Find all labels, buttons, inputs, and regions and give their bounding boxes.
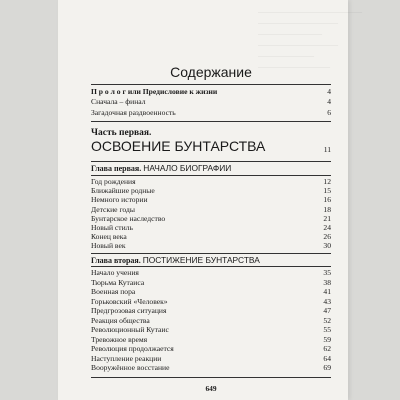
chapter2-entry	[91, 306, 331, 316]
entry-page: 69	[323, 363, 331, 372]
entry-title: Военная пора	[91, 287, 136, 296]
entry-page: 18	[323, 204, 331, 214]
entry-page: 16	[323, 195, 331, 205]
entry-page: 62	[323, 344, 331, 353]
entry-title: Сначала – финал	[91, 97, 146, 107]
prologue-entry	[91, 87, 331, 97]
entry-title: П р о л о г или Предисловие к жизни	[91, 87, 218, 96]
chapter2-rule	[91, 266, 331, 267]
entry-title: Загадочная раздвоенность	[91, 107, 176, 117]
chapter1-entry	[91, 241, 331, 251]
entry-page: 55	[323, 325, 331, 334]
prologue-rule	[91, 121, 331, 122]
entry-page: 30	[323, 241, 331, 251]
entry-title: Реакция общества	[91, 315, 150, 325]
entry-title: Ближайшие родные	[91, 186, 155, 196]
entry-title: Немного истории	[91, 195, 148, 205]
entry-title: Бунтарское наследство	[91, 213, 166, 223]
chapter2-entry	[91, 363, 331, 373]
book-page	[58, 0, 362, 400]
chapter2-entry	[91, 344, 331, 354]
part-title: ОСВОЕНИЕ БУНТАРСТВА	[91, 138, 266, 154]
entry-page: 35	[323, 268, 331, 277]
entry-title: Революция продолжается	[91, 344, 174, 353]
entry-page: 6	[327, 107, 331, 117]
part-heading	[91, 128, 331, 154]
chapter1-prefix: Глава первая.	[91, 164, 142, 173]
entry-page: 38	[323, 277, 331, 287]
chapter2-entry	[91, 268, 331, 278]
chapter2-entry	[91, 354, 331, 364]
page-number: 649	[205, 384, 217, 393]
chapter2-prefix: Глава вторая.	[91, 256, 141, 265]
chapter2-entry	[91, 278, 331, 288]
entry-page: 15	[323, 186, 331, 196]
prologue-entry	[91, 108, 331, 118]
entry-title: Новый стиль	[91, 223, 133, 232]
chapter2-entry	[91, 325, 331, 335]
entry-title: Начало учения	[91, 268, 139, 277]
entry-page: 64	[323, 353, 331, 363]
chapter1-end-rule	[91, 253, 331, 254]
chapter2-heading	[91, 255, 331, 265]
chapter1-heading	[91, 163, 331, 173]
entry-page: 24	[323, 223, 331, 232]
entry-page: 21	[323, 213, 331, 223]
entry-title: Конец века	[91, 232, 127, 242]
chapter2-entry	[91, 287, 331, 297]
part-page: 11	[323, 145, 331, 154]
chapter1-rule	[91, 175, 331, 176]
chapter2-entry	[91, 316, 331, 326]
toc-title: Содержание	[170, 64, 252, 80]
part-rule	[91, 161, 331, 162]
chapter2-title: ПОСТИЖЕНИЕ БУНТАРСТВА	[142, 255, 260, 265]
entry-page: 59	[323, 334, 331, 344]
entry-page: 4	[327, 97, 331, 107]
entry-title: Новый век	[91, 241, 126, 251]
entry-page: 47	[323, 306, 331, 315]
part-label: Часть первая.	[91, 128, 152, 138]
chapter2-end-rule	[91, 377, 331, 378]
chapter2-entry	[91, 335, 331, 345]
entry-page: 12	[323, 177, 331, 186]
bleed-through-text: ————————————— —————————— ———————— —————————— ——————— —————————	[258, 7, 362, 71]
entry-title: Вооружённое восстание	[91, 363, 170, 372]
entry-page: 43	[323, 296, 331, 306]
entry-title: Тюрьма Кутаиса	[91, 277, 145, 287]
entry-page: 41	[323, 287, 331, 296]
entry-title: Горьковский «Человек»	[91, 296, 168, 306]
entry-title: Тревожное время	[91, 334, 148, 344]
entry-title: Предгрозовая ситуация	[91, 306, 167, 315]
title-rule	[91, 84, 331, 85]
chapter1-title: НАЧАЛО БИОГРАФИИ	[143, 163, 232, 173]
entry-page: 52	[323, 315, 331, 325]
chapter2-entry	[91, 297, 331, 307]
entry-page: 26	[323, 232, 331, 242]
entry-title: Год рождения	[91, 177, 136, 186]
entry-title: Революционный Кутаис	[91, 325, 169, 334]
entry-page: 4	[327, 87, 331, 96]
entry-title: Наступление реакции	[91, 353, 162, 363]
entry-title: Детские годы	[91, 204, 135, 214]
prologue-entry	[91, 97, 331, 107]
